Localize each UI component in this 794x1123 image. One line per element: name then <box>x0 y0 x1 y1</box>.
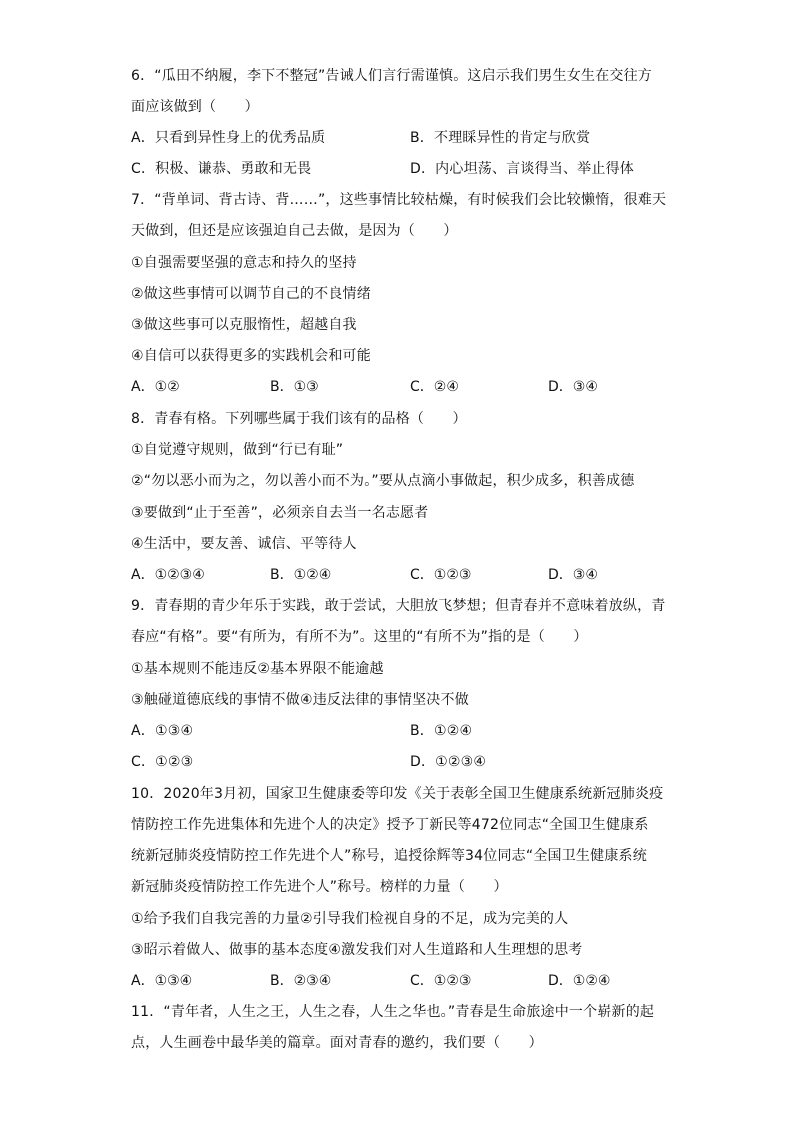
q8-item-1: ①自觉遵守规则，做到“行已有耻” <box>131 442 344 458</box>
q9-stem-line-1: 9．青春期的青少年乐于实践，敢于尝试，大胆放飞梦想；但青春并不意味着放纵，青 <box>131 598 666 614</box>
q9-stem-line-2: 春应“有格”。要“有所为，有所不为”。这里的“有所不为”指的是（ ） <box>131 629 588 645</box>
q8-option-d: D．③④ <box>548 567 598 583</box>
q8-item-2: ②“勿以恶小而为之，勿以善小而不为。”要从点滴小事做起，积少成多，积善成德 <box>131 473 635 489</box>
q6-option-d: D．内心坦荡、言谈得当、举止得体 <box>410 161 634 177</box>
q9-option-a: A．①③④ <box>131 723 194 739</box>
q9-option-d: D．①②③④ <box>410 754 487 770</box>
q7-option-c: C．②④ <box>410 379 459 395</box>
q10-option-d: D．①②④ <box>548 973 611 989</box>
q6-option-c: C．积极、谦恭、勇敢和无畏 <box>131 161 312 177</box>
q10-stem-line-2: 情防控工作先进集体和先进个人的决定》授予丁新民等472位同志“全国卫生健康系 <box>131 817 649 833</box>
q7-options <box>0 377 794 397</box>
q10-option-b: B．②③④ <box>270 973 332 989</box>
q8-item-3: ③要做到“止于至善”，必须亲自去当一名志愿者 <box>131 505 429 521</box>
q10-option-a: A．①③④ <box>131 973 193 989</box>
q8-option-c: C．①②③ <box>410 567 472 583</box>
q8-options <box>0 565 794 585</box>
q7-item-4: ④自信可以获得更多的实践机会和可能 <box>131 348 371 364</box>
q10-item-2: ③昭示着做人、做事的基本态度④激发我们对人生道路和人生理想的思考 <box>131 942 583 958</box>
q9-item-1: ①基本规则不能违反②基本界限不能逾越 <box>131 661 384 677</box>
q10-options <box>0 971 794 991</box>
q6-stem-line-1: 6．“瓜田不纳履，李下不整冠”告诫人们言行需谨慎。这启示我们男生女生在交往方 <box>131 68 653 84</box>
q11-stem-line-2: 点，人生画卷中最华美的篇章。面对青春的邀约，我们要（ ） <box>131 1035 543 1051</box>
q8-option-a: A．①②③④ <box>131 567 205 583</box>
q9-item-2: ③触碰道德底线的事情不做④违反法律的事情坚决不做 <box>131 692 469 708</box>
q6-stem-line-2: 面应该做到（ ） <box>131 99 259 115</box>
q10-stem-line-4: 新冠肺炎疫情防控工作先进个人”称号。榜样的力量（ ） <box>131 879 508 895</box>
q6-option-a: A．只看到异性身上的优秀品质 <box>131 130 326 146</box>
q9-option-b: B．①②④ <box>410 723 473 739</box>
q10-stem-line-3: 统新冠肺炎疫情防控工作先进个人”称号，追授徐辉等34位同志“全国卫生健康系统 <box>131 848 647 864</box>
q10-option-c: C．①②③ <box>410 973 472 989</box>
q11-stem-line-1: 11．“青年者，人生之王，人生之春，人生之华也。”青春是生命旅途中一个崭新的起 <box>131 1004 655 1020</box>
q6-option-b: B．不理睬异性的肯定与欣赏 <box>410 130 591 146</box>
q10-item-1: ①给予我们自我完善的力量②引导我们检视自身的不足，成为完美的人 <box>131 911 569 927</box>
q7-item-3: ③做这些事可以克服惰性，超越自我 <box>131 317 357 333</box>
q7-option-b: B．①③ <box>270 379 319 395</box>
q7-stem-line-1: 7．“背单词、背古诗、背……”，这些事情比较枯燥，有时候我们会比较懒惰，很难天 <box>131 192 667 208</box>
q7-item-2: ②做这些事情可以调节自己的不良情绪 <box>131 286 371 302</box>
q8-item-4: ④生活中，要友善、诚信、平等待人 <box>131 536 357 552</box>
q7-stem-line-2: 天做到，但还是应该强迫自己去做，是因为（ ） <box>131 223 458 239</box>
q7-option-a: A．①② <box>131 379 180 395</box>
q7-item-1: ①自强需要坚强的意志和持久的坚持 <box>131 255 357 271</box>
q8-option-b: B．①②④ <box>270 567 332 583</box>
q10-stem-line-1: 10．2020年3月初，国家卫生健康委等印发《关于表彰全国卫生健康系统新冠肺炎疫 <box>131 786 664 802</box>
q9-option-c: C．①②③ <box>131 754 194 770</box>
q8-stem-line-1: 8．青春有格。下列哪些属于我们该有的品格（ ） <box>131 411 467 427</box>
q7-option-d: D．③④ <box>548 379 598 395</box>
